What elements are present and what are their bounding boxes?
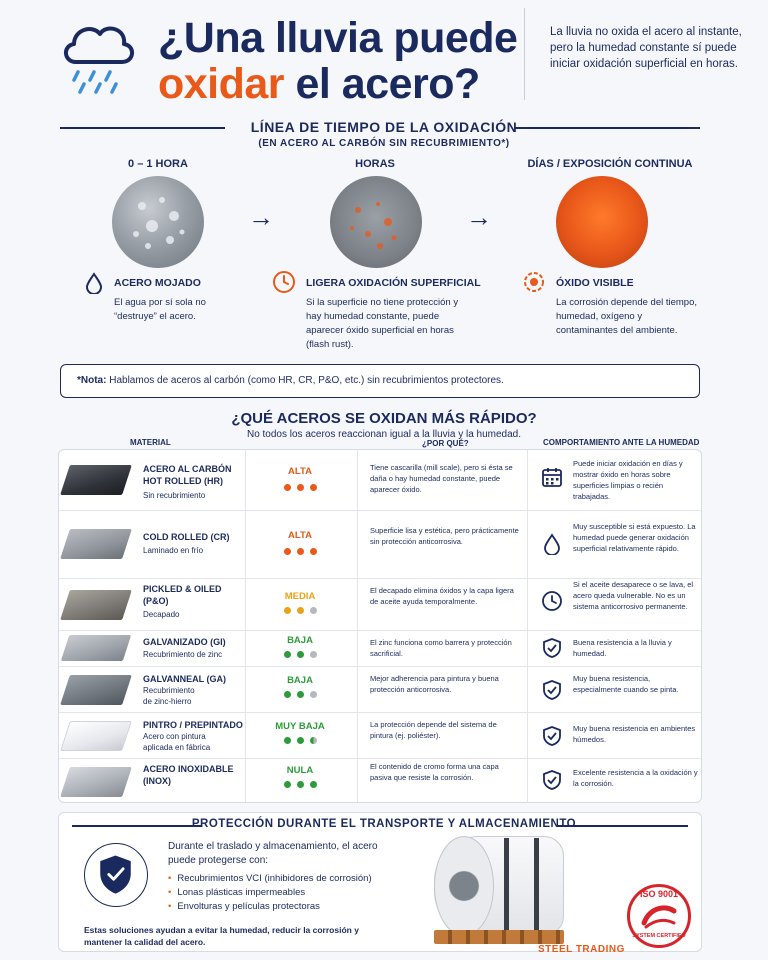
iso-mark-icon (640, 901, 678, 931)
material-sub: Sin recubrimiento (143, 491, 206, 500)
note-box (60, 364, 700, 398)
arrow-right-icon: → (466, 202, 492, 232)
behavior-text: Buena resistencia a la lluvia y humedad. (573, 638, 672, 658)
steel-plate-image (60, 465, 132, 495)
stage-label-1: ACERO MOJADO (114, 277, 201, 289)
table-row (59, 712, 701, 758)
risk-dots (245, 691, 355, 698)
stage-heading-3: DÍAS / EXPOSICIÓN CONTINUA (527, 158, 693, 170)
steel-plate-image (61, 635, 131, 661)
material-sub: Laminado en frío (143, 546, 204, 555)
title-rest: el acero? (284, 60, 480, 108)
steel-table (58, 449, 702, 803)
table-row (59, 758, 701, 802)
col-header-why: ¿POR QUÉ? (422, 439, 469, 448)
shield-check-icon (541, 679, 563, 701)
flash-rust-image (330, 176, 422, 268)
material-name: COLD ROLLED (CR) (143, 532, 230, 542)
behavior-text: Muy buena resistencia, especialmente cuando se pinta. (573, 674, 679, 694)
timeline-subtitle: (EN ACERO AL CARBÓN SIN RECUBRIMIENTO*) (258, 138, 510, 149)
protection-intro: Durante el traslado y almacenamiento, el acero puede protegerse con: (168, 841, 378, 866)
table-row (59, 666, 701, 712)
behavior-text: Muy buena resistencia en ambientes húmedos. (573, 724, 696, 744)
steel-plate-image (60, 767, 132, 797)
steel-plate-image (60, 675, 132, 705)
risk-level: ALTA (288, 530, 312, 541)
pallet-image (434, 930, 564, 944)
material-name: GALVANIZADO (GI) (143, 637, 226, 647)
material-name: PINTRO / PREPINTADO (143, 720, 243, 730)
risk-dots (245, 548, 355, 555)
calendar-icon (541, 466, 563, 488)
risk-level: BAJA (287, 635, 313, 646)
droplet-icon (541, 533, 563, 555)
material-sub: Recubrimiento de zinc-hierro (143, 686, 195, 706)
title-accent: oxidar (158, 60, 285, 108)
material-name: GALVANNEAL (GA) (143, 674, 226, 684)
list-item: • Lonas plásticas impermeables (168, 887, 306, 898)
risk-level: ALTA (288, 466, 312, 477)
stage-heading-1: 0 – 1 HORA (128, 158, 188, 170)
why-text: El decapado elimina óxidos y la capa ligera de aceite ayuda temporalmente. (370, 586, 514, 606)
risk-dots (245, 737, 355, 744)
table-title: ¿QUÉ ACEROS SE OXIDAN MÁS RÁPIDO? (231, 410, 537, 427)
risk-level: NULA (286, 765, 314, 776)
stage-label-2: LIGERA OXIDACIÓN SUPERFICIAL (306, 277, 481, 289)
stage-text-2: Si la superficie no tiene protección y hay humedad constante, puede aparecer óxido superficial en horas (flash rust). (306, 297, 459, 350)
why-text: Superficie lisa y estética, pero prácticamente sin protección anticorrosiva. (370, 526, 519, 546)
iso-certification-badge: ISO 9001 SYSTEM CERTIFIED (627, 884, 691, 948)
material-sub: Decapado (143, 610, 180, 619)
brand-name: STEEL TRADING (538, 944, 625, 955)
material-name: ACERO AL CARBÓN HOT ROLLED (HR) (143, 464, 232, 486)
shield-check-icon (541, 769, 563, 791)
why-text: El contenido de cromo forma una capa pasiva que resiste la corrosión. (370, 762, 499, 782)
behavior-text: Excelente resistencia a la oxidación y la corrosión. (573, 768, 698, 788)
risk-dots (245, 651, 355, 658)
page-title-line2 (158, 60, 480, 109)
risk-dots (245, 781, 355, 788)
table-row (59, 578, 701, 630)
material-sub: Recubrimiento de zinc (143, 650, 223, 659)
droplet-icon (84, 272, 104, 294)
protection-title: PROTECCIÓN DURANTE EL TRANSPORTE Y ALMACENAMIENTO (191, 818, 577, 830)
list-item: • Envolturas y películas protectoras (168, 901, 320, 912)
material-name: ACERO INOXIDABLE (INOX) (143, 764, 234, 786)
arrow-right-icon: → (248, 202, 274, 232)
material-sub: Acero con pintura aplicada en fábrica (143, 732, 211, 752)
header-note: La lluvia no oxida el acero al instante, pero la humedad constante sí puede iniciar oxidación superficial en horas. (550, 26, 742, 70)
risk-level: BAJA (287, 675, 313, 686)
col-header-material: MATERIAL (130, 438, 171, 447)
stage-text-1: El agua por sí sola no “destruye” el acero. (114, 297, 206, 322)
col-header-behavior: COMPORTAMIENTO ANTE LA HUMEDAD (543, 438, 700, 447)
rust-badge-icon (522, 270, 546, 294)
stage-text-3: La corrosión depende del tiempo, humedad, oxígeno y contaminantes del ambiente. (556, 297, 698, 336)
page-title-line1: ¿Una lluvia puede (158, 14, 518, 62)
risk-level: MEDIA (284, 591, 316, 602)
material-name: PICKLED & OILED (P&O) (143, 584, 222, 606)
clock-icon (272, 270, 296, 294)
list-item: • Recubrimientos VCI (inhibidores de corrosión) (168, 873, 372, 884)
visible-rust-image (556, 176, 648, 268)
why-text: Mejor adherencia para pintura y buena protección anticorrosiva. (370, 674, 499, 694)
clock-icon (541, 590, 563, 612)
steel-plate-image (60, 590, 132, 620)
note-text: *Nota: Hablamos de aceros al carbón (como HR, CR, P&O, etc.) sin recubrimientos protectores. (77, 375, 504, 386)
wet-steel-image (112, 176, 204, 268)
shield-check-icon (541, 725, 563, 747)
risk-dots (245, 607, 355, 614)
protection-list (168, 872, 372, 914)
rain-cloud-icon (60, 16, 136, 96)
behavior-text: Puede iniciar oxidación en días y mostrar óxido en horas sobre superficies limpias o recién trabajadas. (573, 459, 683, 501)
steel-plate-image (60, 529, 132, 559)
steel-plate-image (60, 721, 132, 751)
behavior-text: Muy susceptible si está expuesto. La humedad puede generar oxidación superficial relativamente rápido. (573, 522, 696, 553)
stage-label-3: ÓXIDO VISIBLE (556, 277, 634, 289)
table-row (59, 630, 701, 666)
header-divider (524, 8, 525, 100)
shield-check-icon (84, 843, 148, 907)
risk-level: MUY BAJA (275, 721, 325, 732)
protection-outro: Estas soluciones ayudan a evitar la humedad, reducir la corrosión y mantener la calidad del acero. (84, 925, 359, 947)
why-text: Tiene cascarilla (mill scale), pero si ésta se daña o hay humedad constante, puede aparecer óxido. (370, 463, 513, 494)
shield-check-icon (541, 637, 563, 659)
why-text: El zinc funciona como barrera y protección sacrificial. (370, 638, 512, 658)
table-row (59, 510, 701, 578)
table-subtitle: No todos los aceros reaccionan igual a la lluvia y la humedad. (246, 429, 522, 440)
table-row (59, 450, 701, 510)
why-text: La protección depende del sistema de pintura (ej. poliéster). (370, 720, 497, 740)
stage-heading-2: HORAS (355, 158, 395, 170)
risk-dots (245, 484, 355, 491)
behavior-text: Si el aceite desaparece o se lava, el acero queda vulnerable. No es un sistema anticorrosivo permanente. (573, 580, 694, 611)
timeline-title: LÍNEA DE TIEMPO DE LA OXIDACIÓN (250, 119, 518, 135)
